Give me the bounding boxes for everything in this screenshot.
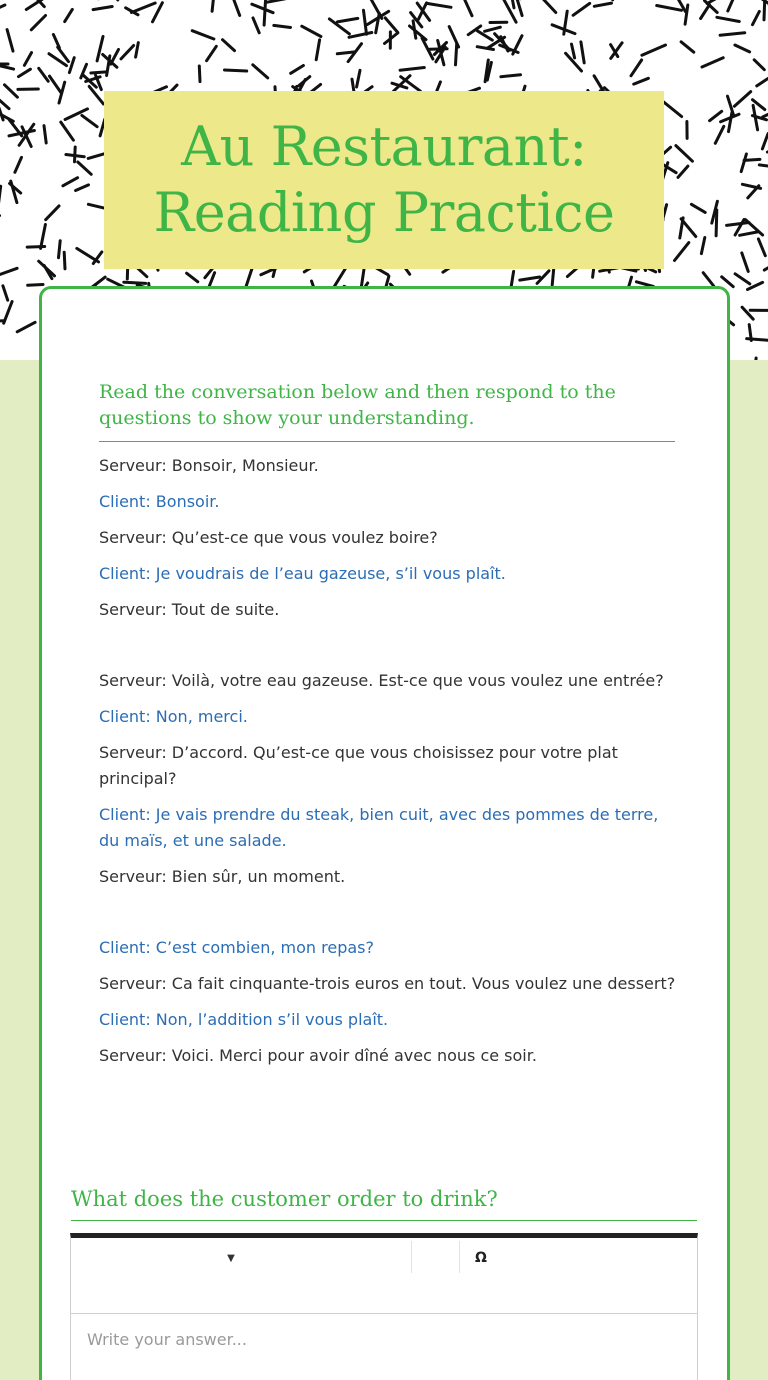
question-heading: What does the customer order to drink? bbox=[71, 1184, 697, 1221]
conversation-line: Serveur: Bonsoir, Monsieur. bbox=[99, 456, 319, 475]
conversation-line: Client: Bonsoir. bbox=[99, 492, 220, 511]
conversation-line: Client: Je voudrais de l’eau gazeuse, s’il vous plaît. bbox=[99, 564, 506, 583]
caret-down-icon[interactable]: ▼ bbox=[227, 1252, 235, 1264]
page-title bbox=[154, 114, 615, 246]
conversation-line: Serveur: Bien sûr, un moment. bbox=[99, 867, 346, 886]
conversation bbox=[99, 453, 679, 1079]
conversation-line: Serveur: Ca fait cinquante-trois euros en tout. Vous voulez une dessert? bbox=[99, 974, 676, 993]
toolbar-divider bbox=[459, 1241, 460, 1273]
conversation-line: Serveur: Voilà, votre eau gazeuse. Est-ce que vous voulez une entrée? bbox=[99, 671, 664, 690]
instructions-heading: Read the conversation below and then respond to the questions to show your understanding. bbox=[99, 379, 675, 442]
title-box bbox=[104, 91, 664, 269]
conversation-line: Serveur: Voici. Merci pour avoir dîné avec nous ce soir. bbox=[99, 1046, 537, 1065]
editor-toolbar bbox=[71, 1238, 697, 1314]
answer-input[interactable] bbox=[71, 1314, 697, 1365]
conversation-line: Client: Non, l’addition s’il vous plaît. bbox=[99, 1010, 389, 1029]
conversation-line: Serveur: D’accord. Qu’est-ce que vous choisissez pour votre plat principal? bbox=[99, 743, 618, 788]
page-title-line2: Reading Practice bbox=[153, 181, 615, 244]
conversation-line: Client: Je vais prendre du steak, bien cuit, avec des pommes de terre, du maïs, et une salade. bbox=[99, 805, 659, 850]
conversation-line: Client: Non, merci. bbox=[99, 707, 248, 726]
omega-icon[interactable]: Ω bbox=[475, 1250, 487, 1266]
toolbar-divider bbox=[411, 1241, 412, 1273]
page-title-line1: Au Restaurant: bbox=[181, 115, 587, 178]
conversation-line: Serveur: Tout de suite. bbox=[99, 600, 280, 619]
answer-editor bbox=[70, 1233, 698, 1380]
conversation-line: Serveur: Qu’est-ce que vous voulez boire? bbox=[99, 528, 438, 547]
conversation-line: Client: C’est combien, mon repas? bbox=[99, 938, 374, 957]
